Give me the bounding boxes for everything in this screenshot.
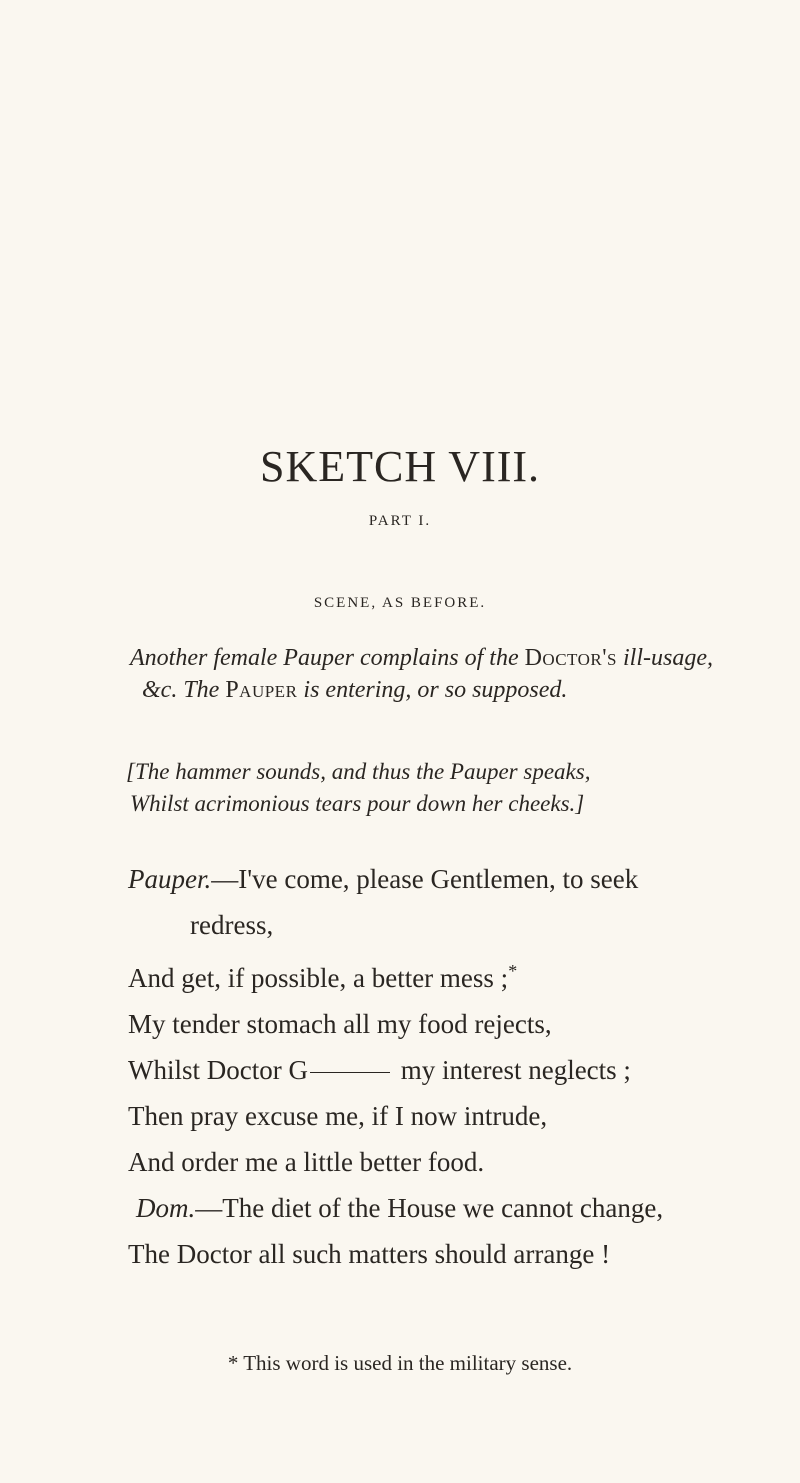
- description-text: is entering, or so supposed.: [297, 677, 568, 703]
- description-text: Another female Pauper complains of the: [130, 645, 525, 671]
- verse-line-3: My tender stomach all my food rejects,: [128, 1009, 552, 1039]
- verse-line-6: And order me a little better food.: [128, 1147, 485, 1177]
- verse-line-1-continued: redress,: [190, 910, 274, 940]
- description-line-1: [130, 642, 800, 674]
- description-smallcaps: Doctor's: [524, 645, 618, 671]
- part-heading: PART I.: [368, 513, 432, 529]
- stage-direction-line-2: Whilst acrimonious tears pour down her cheeks.]: [130, 791, 585, 816]
- speaker-pauper: Pauper.: [128, 864, 212, 894]
- verse-line-4: [128, 1047, 788, 1093]
- speaker-dom: Dom.: [136, 1193, 196, 1223]
- footnote: [0, 1349, 800, 1377]
- verse-text: Whilst Doctor G: [128, 1055, 308, 1085]
- verse-text: And get, if possible, a better mess ;: [128, 963, 509, 993]
- stage-direction: [126, 756, 800, 820]
- footnote-mark: *: [227, 1351, 239, 1375]
- verse-line-8: The Doctor all such matters should arrange !: [128, 1239, 611, 1269]
- verse-line-7: [128, 1185, 788, 1231]
- verse-text: —The diet of the House we cannot change,: [195, 1193, 664, 1223]
- sketch-title: SKETCH VIII.: [259, 442, 541, 491]
- verse-line-1: [128, 856, 788, 902]
- description-text: &c. The: [142, 677, 226, 703]
- scene-description: [130, 642, 800, 706]
- verse-text: my interest neglects ;: [393, 1055, 631, 1085]
- redaction-dash: [310, 1072, 390, 1073]
- description-smallcaps: Pauper: [225, 677, 298, 703]
- verse-text: —I've come, please Gentlemen, to seek: [211, 864, 639, 894]
- stage-direction-line-1: [The hammer sounds, and thus the Pauper speaks,: [126, 759, 591, 784]
- description-text: ill-usage,: [617, 645, 714, 671]
- verse-line-2: [128, 948, 788, 1001]
- verse-line-5: Then pray excuse me, if I now intrude,: [128, 1101, 548, 1131]
- description-line-2: [130, 674, 800, 706]
- verse-block: [128, 856, 788, 1277]
- scene-heading: SCENE, AS BEFORE.: [313, 595, 487, 611]
- footnote-text: This word is used in the military sense.: [238, 1351, 573, 1375]
- footnote-reference: *: [508, 961, 518, 981]
